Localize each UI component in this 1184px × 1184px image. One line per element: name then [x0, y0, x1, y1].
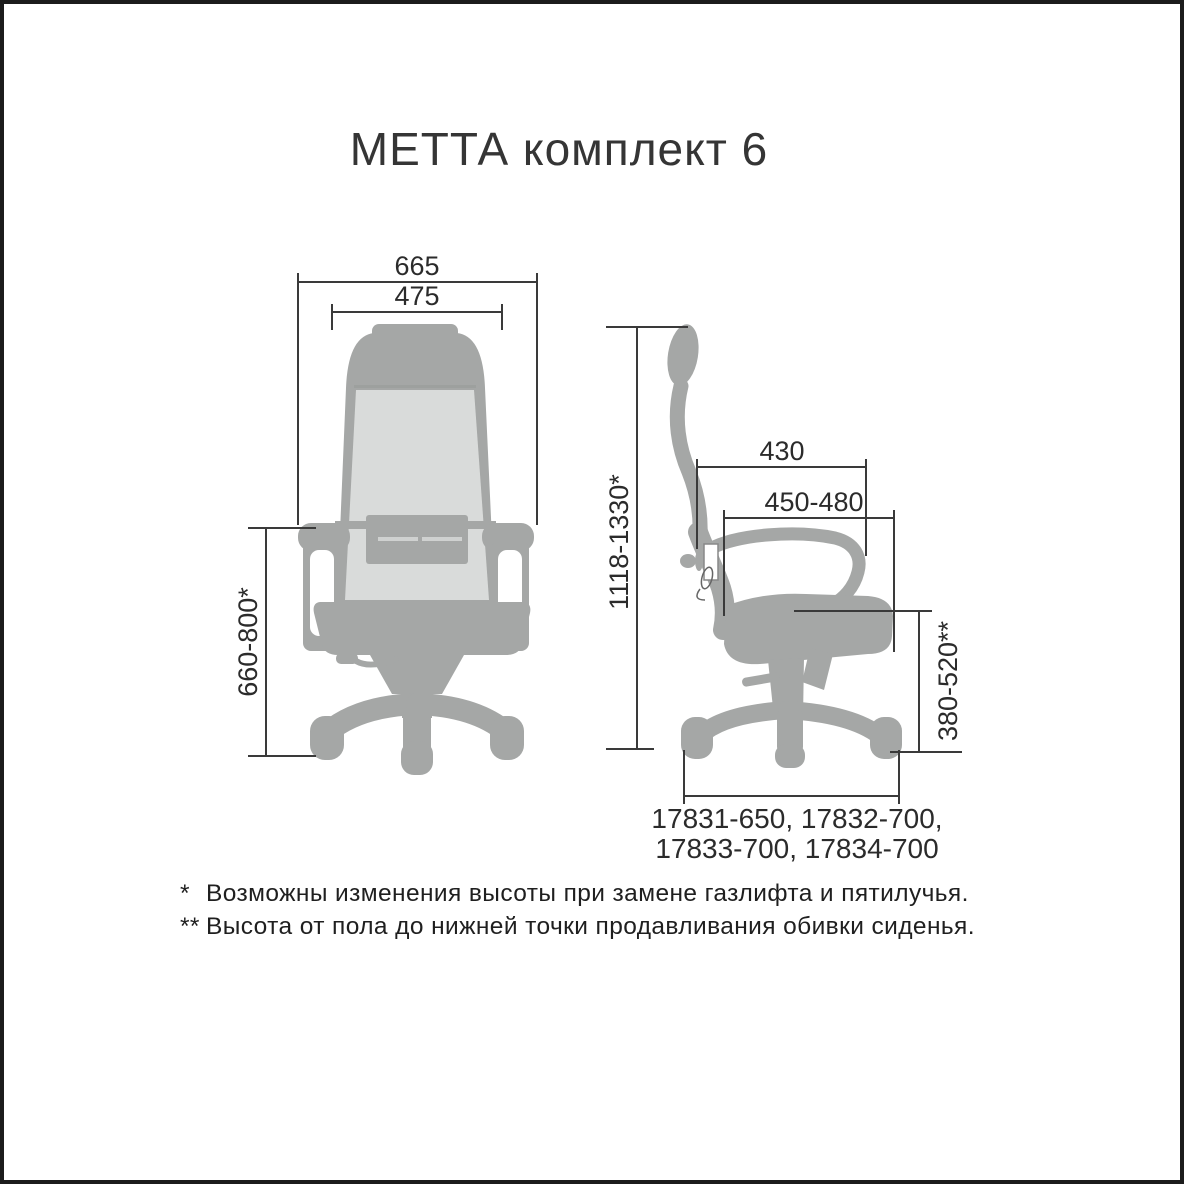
front-caster-left [310, 716, 344, 760]
side-base-leg-left [700, 710, 787, 736]
dim-label-backrest-width: 475 [394, 281, 440, 311]
side-caster-center [775, 744, 805, 768]
front-view-chair [298, 324, 534, 775]
front-lumbar-stitch-left [378, 537, 418, 541]
footnote-seat-height [180, 913, 975, 941]
side-tension-plate [704, 544, 718, 580]
dim-label-seat-height: 380-520** [933, 620, 963, 742]
dim-label-armrest-height: 660-800* [233, 587, 263, 697]
front-caster-center [401, 741, 433, 775]
footnote-text: Высота от пола до нижней точки продавливания обивки сиденья. [206, 913, 975, 940]
front-lumbar-stitch-right [422, 537, 462, 541]
side-tension-knob-stem [695, 551, 703, 571]
side-tension-wire [697, 589, 705, 600]
dim-label-base-codes-line2: 17833-700, 17834-700 [655, 833, 939, 864]
dim-label-overall-width: 665 [394, 251, 440, 281]
side-tension-knob [680, 554, 696, 568]
dim-label-base-codes-line1: 17831-650, 17832-700, [651, 803, 943, 834]
footnote-gas-lift [180, 880, 969, 908]
front-seat [314, 602, 531, 655]
front-headrest-divider [354, 385, 476, 388]
footnote-marker: ** [180, 913, 200, 940]
front-gas-lever-tip [336, 653, 358, 664]
dim-label-seat-depth: 450-480 [764, 487, 864, 517]
front-backrest-mesh [345, 390, 489, 600]
side-caster-left [681, 717, 713, 759]
dimension-backrest-width [332, 281, 502, 330]
page-title: МЕТТА комплект 6 [349, 123, 769, 175]
front-caster-right [490, 716, 524, 760]
dim-label-overall-height: 1118-1330* [604, 474, 634, 610]
side-seat [724, 594, 893, 664]
footnote-marker: * [180, 880, 190, 907]
chair-dimensions-drawing [4, 4, 1180, 1180]
footnote-text: Возможны изменения высоты при замене газлифта и пятилучья. [206, 880, 969, 907]
dim-label-armrest-depth: 430 [759, 436, 805, 466]
side-headrest [663, 322, 702, 388]
